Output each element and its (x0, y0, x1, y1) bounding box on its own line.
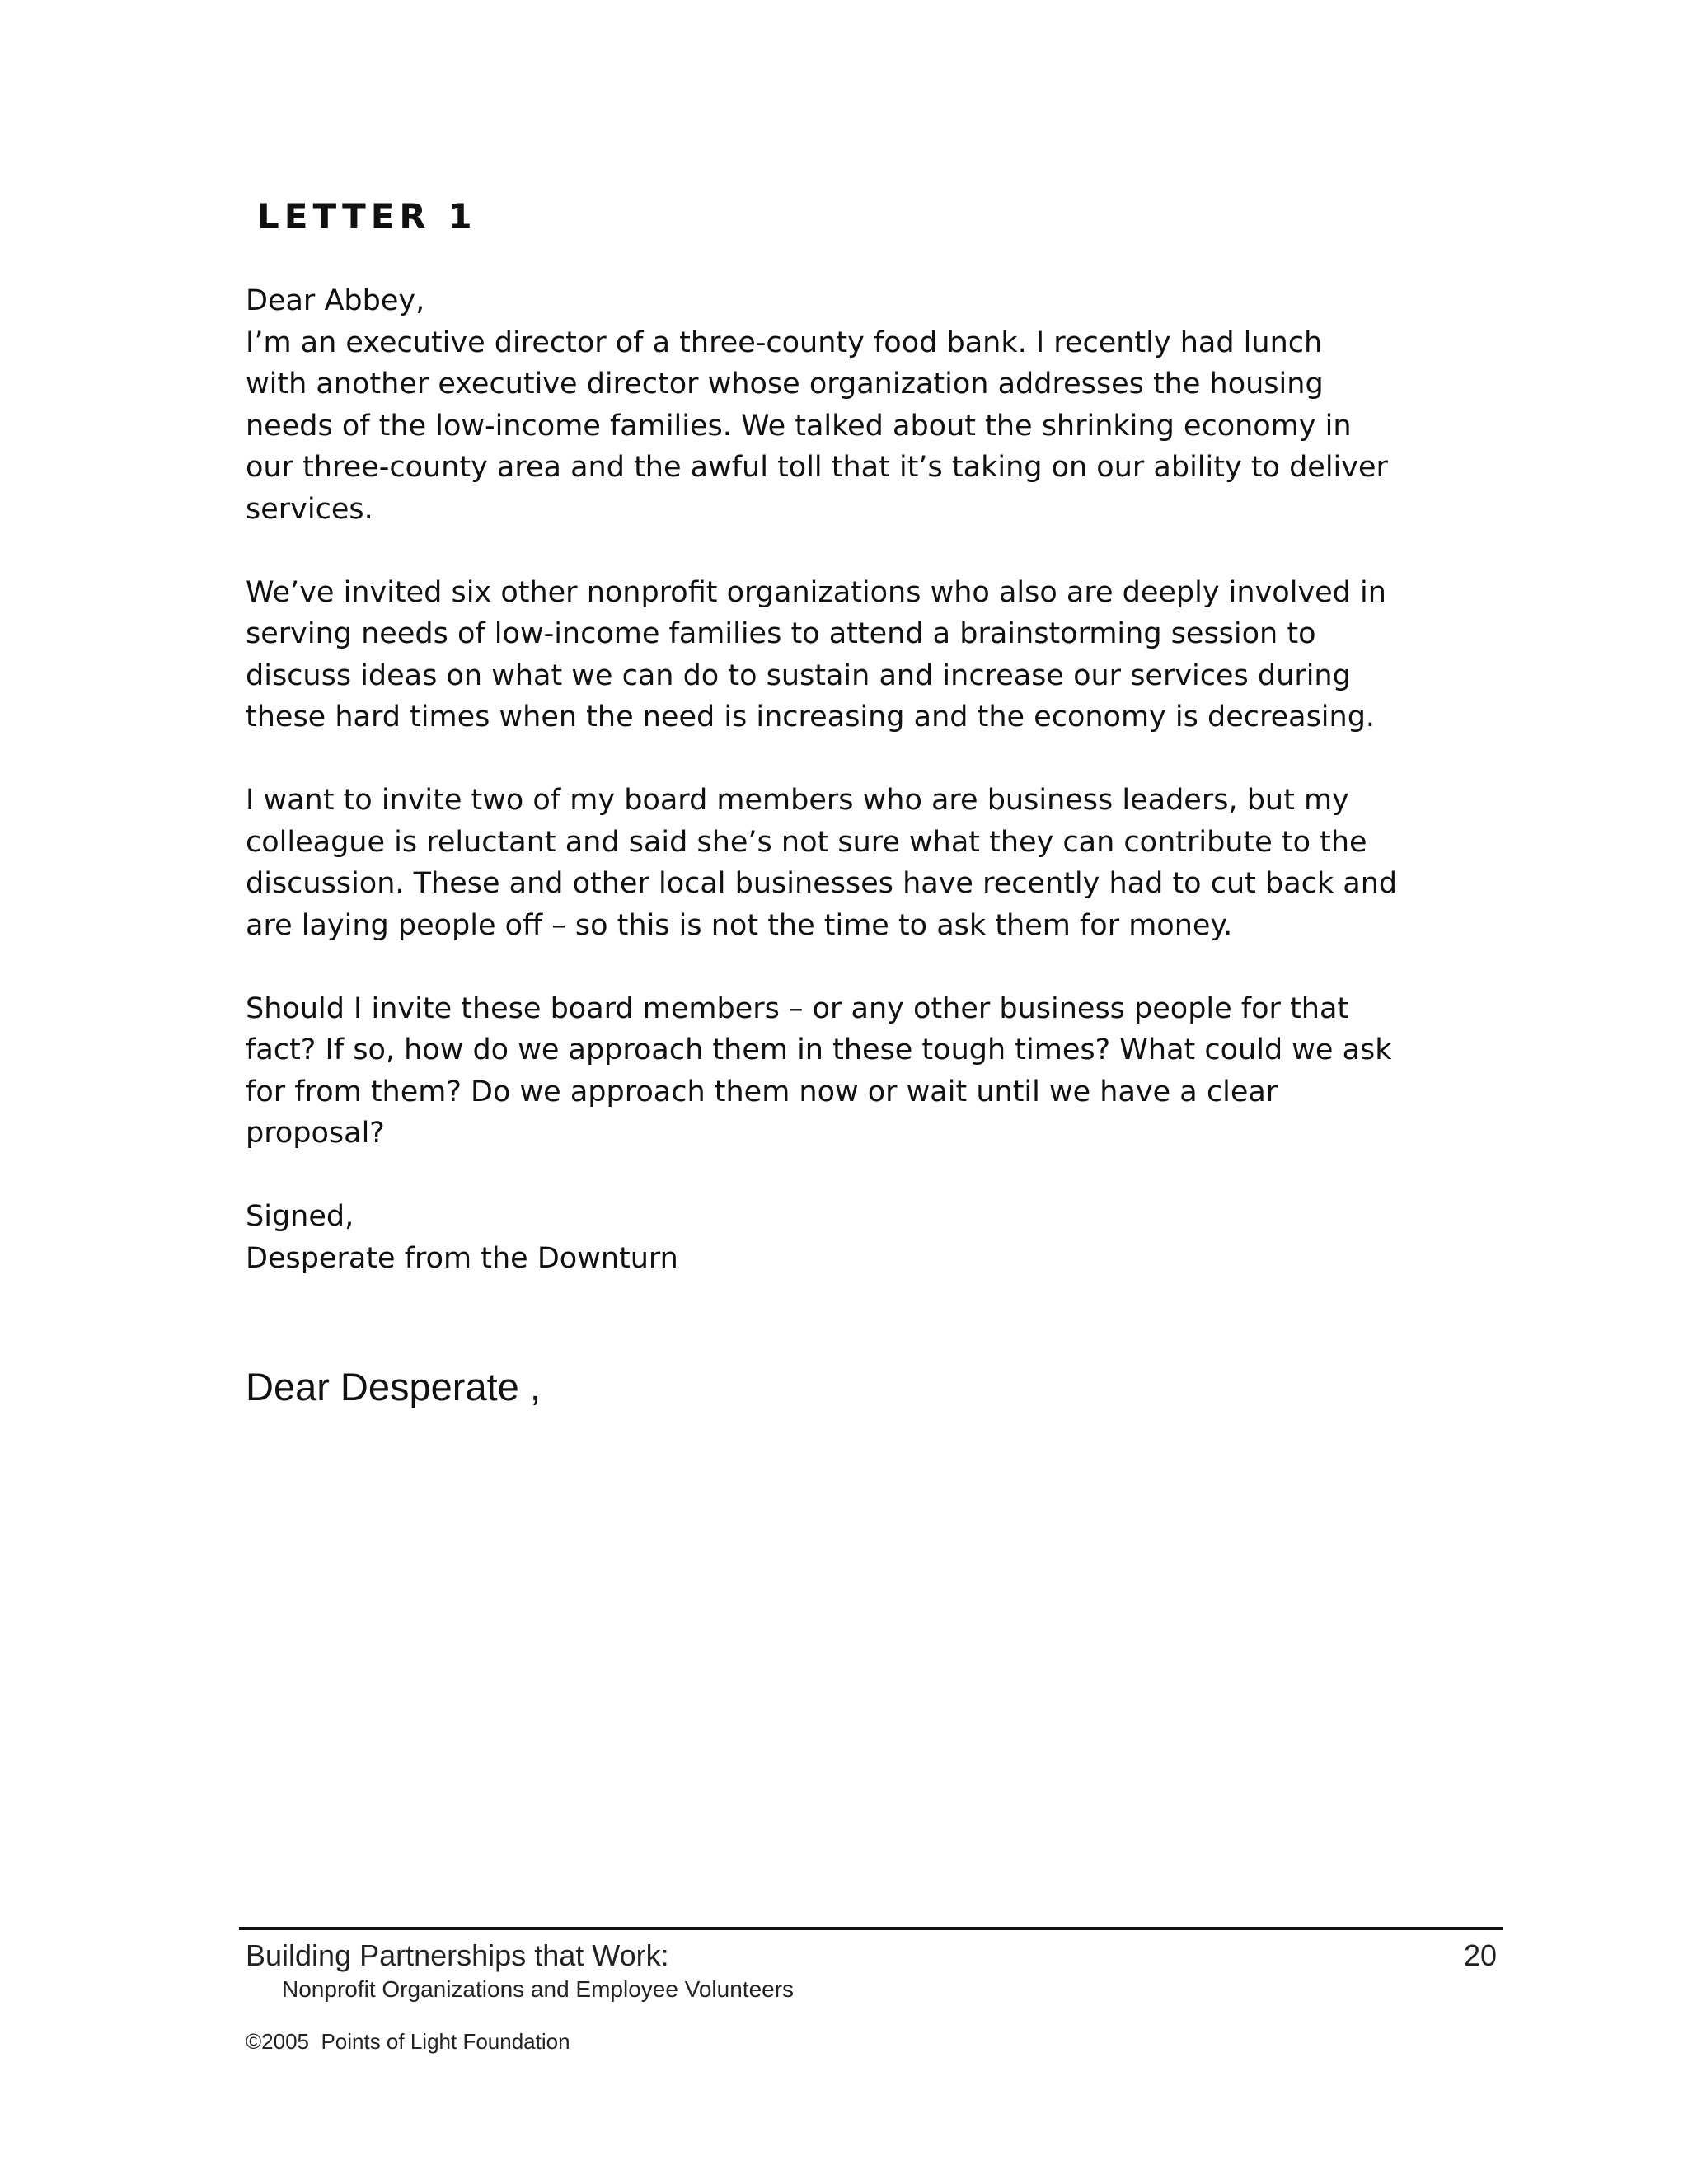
letter-line: I’m an executive director of a three-county food bank. I recently had lunch (246, 326, 1323, 359)
letter-salutation: Dear Abbey, (246, 284, 425, 317)
footer-divider (239, 1927, 1503, 1930)
letter-line: discussion. These and other local businesses have recently had to cut back and (246, 867, 1398, 900)
letter-line: with another executive director whose organization addresses the housing (246, 368, 1324, 401)
letter-paragraph-1 (246, 322, 1416, 531)
letter-line: for from them? Do we approach them now or wait until we have a clear (246, 1075, 1278, 1108)
letter-line: these hard times when the need is increasing and the economy is decreasing. (246, 701, 1376, 733)
copyright-notice: ©2005 Points of Light Foundation (246, 2029, 570, 2054)
letter-heading: LETTER 1 (257, 196, 477, 237)
letter-signature: Desperate from the Downturn (246, 1241, 678, 1275)
letter-line: our three-county area and the awful toll that it’s taking on our ability to deliver (246, 451, 1388, 484)
footer-title: Building Partnerships that Work: (246, 1938, 669, 1972)
letter-line: discuss ideas on what we can do to sustain and increase our services during (246, 658, 1351, 692)
letter-line: proposal? (246, 1117, 385, 1150)
letter-line: are laying people off – so this is not the time to ask them for money. (246, 908, 1233, 942)
letter-line: needs of the low-income families. We talked about the shrinking economy in (246, 409, 1352, 443)
letter-line: Should I invite these board members – or any other business people for that (246, 991, 1349, 1025)
page-number: 20 (1463, 1938, 1497, 1972)
letter-line: serving needs of low-income families to attend a brainstorming session to (246, 617, 1316, 650)
letter-paragraph-4 (246, 988, 1416, 1155)
letter-paragraph-3 (246, 780, 1416, 946)
reply-salutation: Dear Desperate , (246, 1365, 541, 1408)
letter-paragraph-2 (246, 572, 1416, 738)
letter-closing: Signed, (246, 1200, 354, 1233)
letter-line: We’ve invited six other nonprofit organizations who also are deeply involved in (246, 575, 1386, 609)
letter-line: colleague is reluctant and said she’s not sure what they can contribute to the (246, 825, 1367, 859)
footer-subtitle: Nonprofit Organizations and Employee Volunteers (282, 1976, 795, 2002)
letter-body (246, 280, 1416, 1279)
letter-line: I want to invite two of my board members who are business leaders, but my (246, 784, 1349, 817)
letter-line: fact? If so, how do we approach them in these tough times? What could we ask (246, 1033, 1392, 1066)
letter-line: services. (246, 492, 373, 526)
